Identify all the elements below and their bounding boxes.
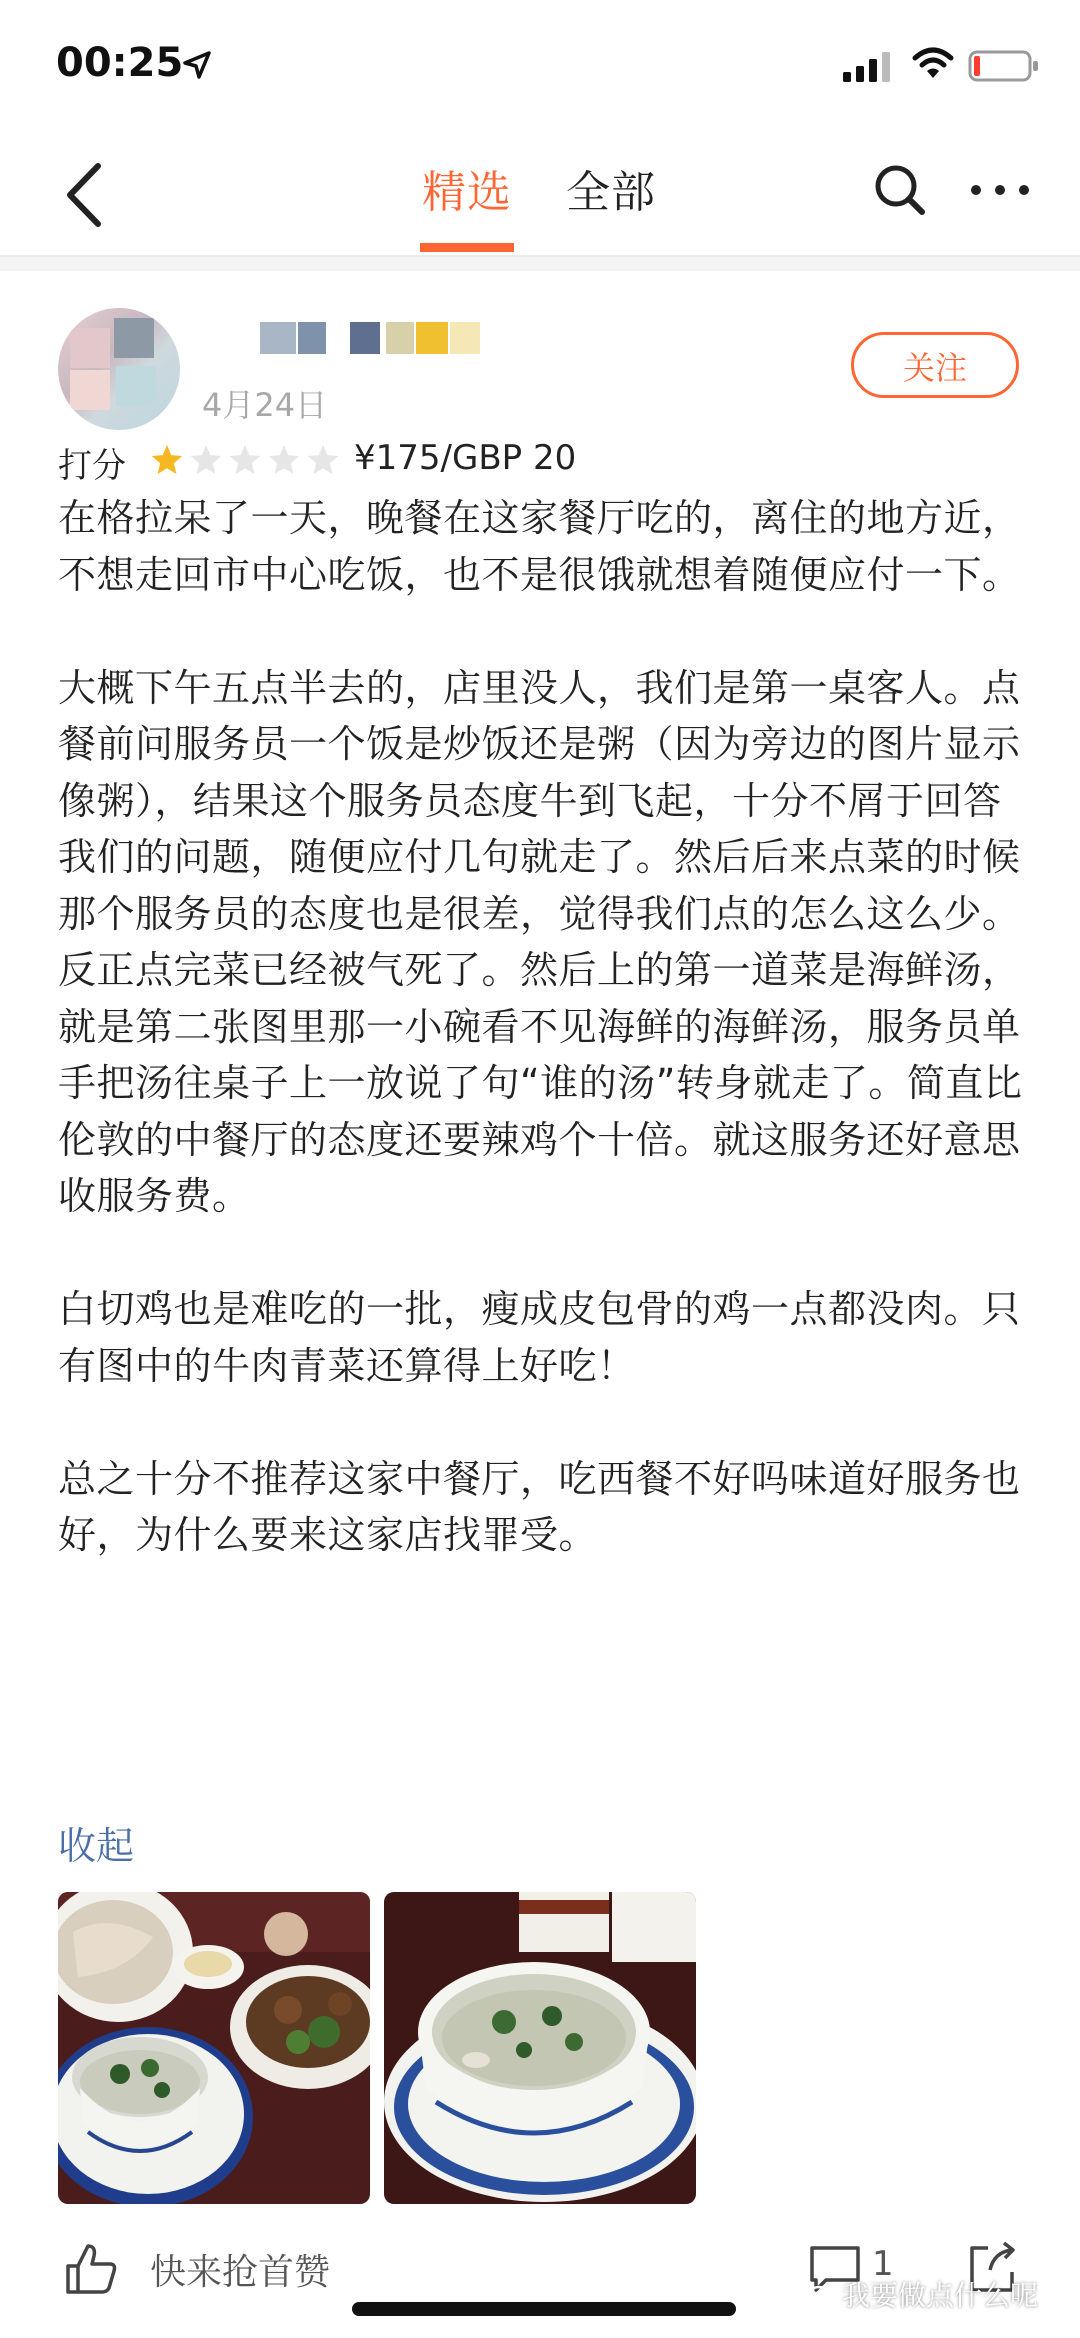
collapse-link[interactable]: 收起	[58, 1824, 135, 1868]
review-paragraph: 白切鸡也是难吃的一批，瘦成皮包骨的鸡一点都没肉。只有图中的牛肉青菜还算得上好吃！	[58, 1287, 1021, 1388]
review-photo-2[interactable]	[384, 1892, 696, 2204]
battery-icon	[968, 50, 1040, 82]
review-paragraph: 总之十分不推荐这家中餐厅，吃西餐不好吗味道好服务也好，为什么要来这家店找罪受。	[58, 1456, 1021, 1557]
star-icon	[269, 445, 299, 474]
rating-stars	[150, 444, 340, 478]
action-bar	[0, 2230, 1080, 2338]
star-icon	[191, 445, 221, 474]
avatar[interactable]	[58, 308, 180, 430]
review-text	[58, 490, 1028, 1564]
star-icon	[308, 445, 338, 474]
rating-label: 打分	[58, 446, 126, 486]
comment-count: 1	[872, 2244, 894, 2284]
chevron-left-icon[interactable]	[60, 160, 110, 230]
wechat-icon	[808, 2285, 838, 2309]
post-date: 4月24日	[202, 386, 328, 424]
username-blurred	[260, 322, 480, 354]
nav-bar	[0, 130, 1080, 257]
like-prompt[interactable]: 快来抢首赞	[150, 2252, 331, 2293]
review-paragraph: 大概下午五点半去的，店里没人，我们是第一桌客人。点餐前问服务员一个饭是炒饭还是粥（因为旁边的图片显示像粥），结果这个服务员态度牛到飞起，十分不屑于回答我们的问题，随便应付几句就走了。然后后来点菜的时候那个服务员的态度也是很差，觉得我们点的怎么这么少。 反正点完菜已经被气死了。然后上的第一道菜是海鲜汤，就是第二张图里那一小碗看不见海鲜的海鲜汤，服务员单手把汤往桌子上一放说了句“谁的汤”转身就走了。简直比伦敦的中餐厅的态度还要辣鸡个十倍。就这服务还好意思收服务费。	[58, 665, 1023, 1218]
status-time: 00:25	[56, 40, 184, 86]
review-photo-1[interactable]	[58, 1892, 370, 2204]
price-per-person: ¥175/GBP 20	[354, 438, 577, 478]
watermark-text: 我要做点什么呢	[842, 2279, 1039, 2312]
search-icon[interactable]	[870, 160, 930, 220]
location-arrow-icon	[182, 50, 212, 80]
thumbs-up-icon[interactable]	[64, 2240, 120, 2296]
divider	[0, 257, 1080, 271]
tab-featured[interactable]: 精选	[422, 167, 512, 218]
star-icon	[152, 445, 182, 474]
tab-underline	[420, 243, 514, 252]
wifi-icon	[912, 46, 954, 80]
watermark	[808, 2274, 1038, 2314]
more-dots-icon[interactable]	[968, 170, 1032, 210]
status-bar	[0, 0, 1080, 130]
tab-all[interactable]: 全部	[566, 167, 656, 218]
home-indicator	[352, 2302, 736, 2316]
star-icon	[230, 445, 260, 474]
follow-button[interactable]: 关注	[851, 332, 1019, 398]
review-paragraph: 在格拉呆了一天，晚餐在这家餐厅吃的，离住的地方近，不想走回市中心吃饭，也不是很饿就想着随便应付一下。	[58, 496, 1021, 597]
cellular-signal-icon	[843, 52, 895, 82]
